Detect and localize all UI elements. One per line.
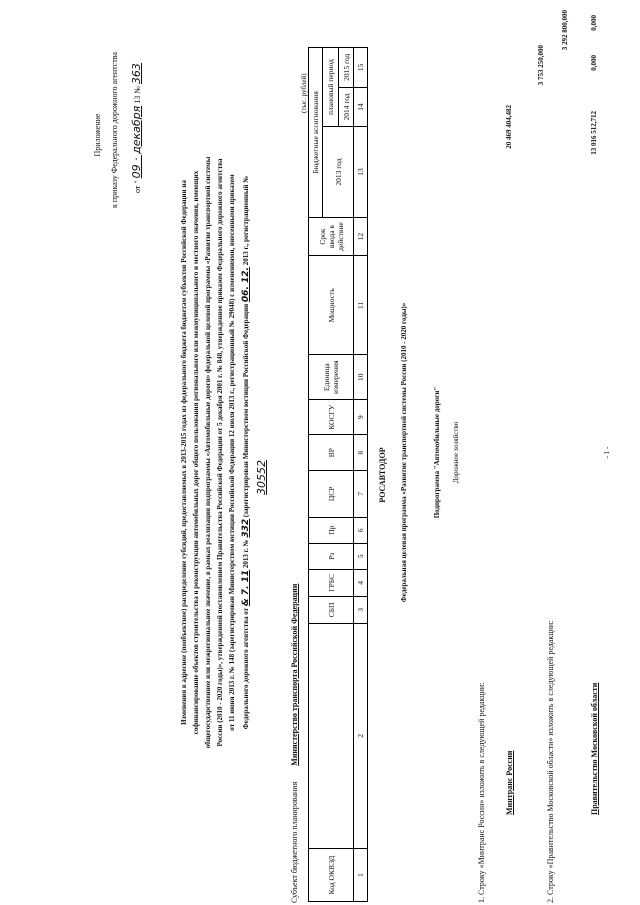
col-num: 7 (354, 470, 368, 517)
col-num: 14 (354, 87, 368, 127)
intro-line-3: общегосударственное или межрегиональное значение, в рамках реализации подпрограммы «Автомобильные дороги» федеральной целевой программы «Развитие транспортной системы (204, 156, 212, 749)
header-table (308, 47, 368, 902)
col-num: 10 (354, 355, 368, 400)
col-num: 8 (354, 435, 368, 470)
col-grbs: ГРБС (309, 569, 354, 596)
col-kosgu: КОСГУ (309, 400, 354, 435)
item-1-text: 1. Строку «Минтранс России» изложить в следующей редакции: (477, 682, 486, 903)
col-unit: Единица измерения (309, 355, 354, 400)
intro-hw-date-1: & 7. 11 (241, 569, 251, 607)
col-sbp: СБП (309, 596, 354, 623)
intro-line-6 (241, 0, 251, 905)
appendix-year: 13 № (133, 86, 142, 104)
item-2-2015: 0,000 (590, 15, 598, 31)
item-2-name: Правительство Московской области (590, 682, 599, 815)
col-num: 6 (354, 517, 368, 543)
col-plan: плановый период (323, 48, 339, 127)
units-note: (тыс. рублей) (300, 73, 308, 113)
road-economy-heading: Дорожное хозяйство (452, 421, 460, 484)
col-2015: 2015 год (339, 48, 354, 88)
col-num: 4 (354, 569, 368, 596)
subject-value: Министерство транспорта Российской Федерации (290, 583, 299, 766)
page-number: - 1 - (603, 446, 611, 459)
intro-line-2: софинансирование объектов строительства и реконструкции автомобильных дорог общего пользования регионального или межмуниципального и местного значения, имеющих (192, 170, 200, 735)
intro-line-6c: (зарегистрирован Министерством юстиции Российской Федерации (242, 303, 250, 518)
appendix-title: Приложение (93, 113, 102, 157)
appendix-from: от " (133, 180, 142, 193)
item-1-2013: 20 469 404,482 (505, 105, 513, 149)
col-2014: 2014 год (339, 87, 354, 127)
col-num: 5 (354, 543, 368, 569)
col-num: 2 (354, 623, 368, 848)
subject-label: Субъект бюджетного планирования (290, 781, 299, 903)
rosavtodor-heading: РОСАВТОДОР (378, 447, 387, 503)
appendix-date: 09 · декабря (130, 105, 143, 179)
item-1-2015: 3 292 800,000 (561, 10, 569, 51)
appendix-order: к приказу Федерального дорожного агентства (110, 52, 119, 208)
intro-hw-date-2: 06. 12. (241, 267, 251, 303)
program-heading: Федеральная целевая программа «Развитие транспортной системы России (2010 - 2020 годы)» (400, 302, 408, 603)
intro-line-1: Изменения в адресное (пообъектное) распределение субсидий, предоставляемых в 2013-2015 годах из федерального бюджета бюджетам субъектов Российской Федерации на (180, 180, 188, 725)
col-pr: Пр (309, 517, 354, 543)
intro-hw-num-2: 30552 (255, 460, 268, 495)
item-1-2014: 3 753 250,000 (537, 45, 545, 86)
col-num: 15 (354, 48, 368, 88)
col-num: 3 (354, 596, 368, 623)
intro-line-6a: Федерального дорожного агентства от (242, 607, 250, 730)
subprogram-heading: Подпрограмма "Автомобильные дороги" (433, 386, 441, 519)
col-budget: Бюджетные ассигнования (309, 48, 323, 218)
col-rz: Рз (309, 543, 354, 569)
intro-line-4: России (2010 - 2020 годы)», утвержденной постановлением Правительства Российской Федерации от 5 декабря 2001 г. № 848, утвержденное приказом Федерального дорожного агентства (216, 158, 224, 747)
intro-line-5: от 11 июня 2013 г. № 148 (зарегистрирован Министерством юстиции Российской Федерации 12 июля 2013 г., регистрационный № 29048) с изменениями, внесенными приказом (228, 174, 236, 731)
col-num: 11 (354, 256, 368, 355)
intro-line-6b: 2013 г. № (242, 539, 250, 569)
col-num: 12 (354, 217, 368, 256)
item-2-2014: 0,000 (590, 55, 598, 71)
col-okved: Код ОКВЭД (309, 848, 354, 901)
col-term: Срок ввода в действие (309, 217, 354, 256)
col-2013: 2013 год (323, 127, 354, 218)
column-number-row (354, 48, 368, 902)
col-power: Мощность (309, 256, 354, 355)
col-csr: ЦСР (309, 470, 354, 517)
col-num: 1 (354, 848, 368, 901)
col-vr: ВР (309, 435, 354, 470)
item-1-name: Минтранс России (505, 750, 514, 815)
item-2-text: 2. Строку «Правительство Московской области» изложить в следующей редакции: (546, 620, 555, 903)
subject-line (290, 584, 299, 903)
appendix-date-line (130, 63, 143, 193)
intro-line-6d: 2013 г., регистрационный № (242, 175, 250, 266)
intro-hw-num-1: 332 (241, 518, 251, 538)
col-name (309, 623, 354, 848)
appendix-number: 363 (130, 63, 143, 85)
col-num: 9 (354, 400, 368, 435)
col-num: 13 (354, 127, 368, 218)
item-2-2013: 13 016 512,712 (590, 111, 598, 155)
